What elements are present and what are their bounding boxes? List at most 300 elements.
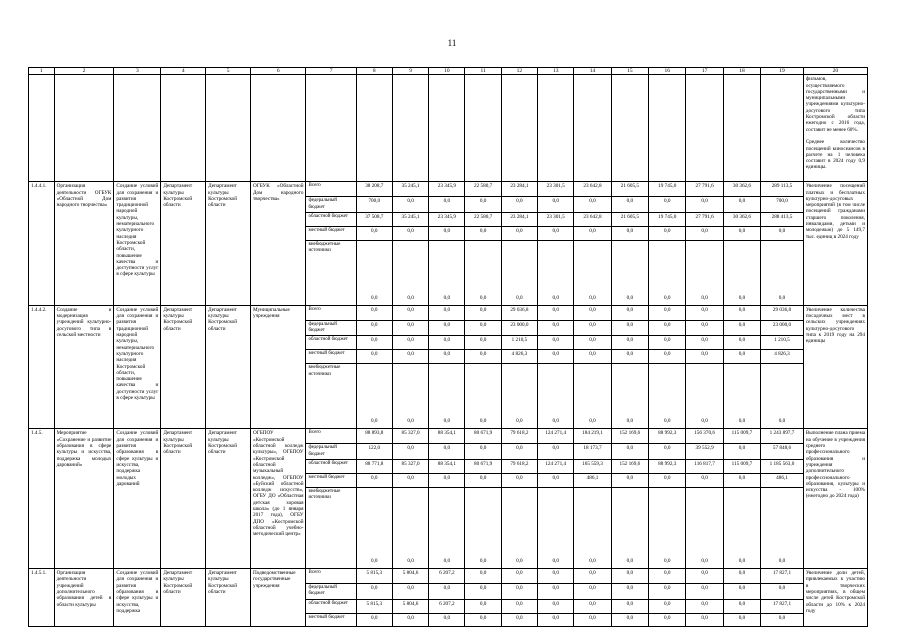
cell-source-label: местный бюджет <box>306 474 356 488</box>
cell-source-label: внебюджетные источники <box>306 364 356 429</box>
cell-id: 1.4.5.1. <box>29 569 55 627</box>
cell-name: Организация деятельности ОГБУК «Областной Дом народного творчества» <box>54 182 114 306</box>
cell-executor: Департамент культуры Костромской области <box>206 569 251 627</box>
cell-value: 0,0 <box>611 305 648 320</box>
cell-result: Выполнение плана приема на обучение в учреждения среднего профессионального образования и учреждения дополнительного профессионального образования, культуры и искусства - 100% (ежегодно до 2024 года) <box>803 429 867 569</box>
cell-value: 39 552,9 <box>686 444 723 460</box>
cell-value: 0,0 <box>761 488 804 569</box>
cell-value: 88 992,3 <box>649 429 686 444</box>
cell-value: 0,0 <box>686 584 723 600</box>
cell-value: 0,0 <box>538 336 574 350</box>
cell-value: 0,0 <box>465 488 501 569</box>
cell-value: 0,0 <box>649 474 686 488</box>
cell-value: 0,0 <box>356 584 392 600</box>
cell-value: 0,0 <box>538 350 574 364</box>
cell-value: 115 009,7 <box>723 460 760 474</box>
cell-value: 0,0 <box>538 240 574 305</box>
cell-value: 0,0 <box>761 240 804 305</box>
cell-value: 1 243 897,7 <box>761 429 804 444</box>
cell-value: 0,0 <box>356 305 392 320</box>
cell-source-label: областной бюджет <box>306 599 356 613</box>
cell-value: 0,0 <box>723 569 760 584</box>
column-header: 9 <box>392 68 428 75</box>
cell-id: 1.4.4.2. <box>29 305 55 429</box>
cell-value: 6 207,2 <box>429 599 465 613</box>
cell-value: 0,0 <box>538 613 574 626</box>
cell-value: 23 642,8 <box>574 212 611 226</box>
continuation-row <box>29 75 868 182</box>
cell-value: 0,0 <box>611 240 648 305</box>
cell-value: 0,0 <box>611 569 648 584</box>
column-header: 17 <box>686 68 723 75</box>
column-header: 19 <box>761 68 804 75</box>
cell-source-label: областной бюджет <box>306 212 356 226</box>
cell-value: 0,0 <box>611 584 648 600</box>
cell-value: 0,0 <box>723 584 760 600</box>
cell-value: 0,0 <box>649 488 686 569</box>
continuation-text: фильмов, осуществляемого государственными и муниципальными учреждениями культурно-досугового типа Костромской области ежегодно с 2016 года, составит не менее 60%. Среднее количество посещений киносеансов в расчете на 1 человека составит в 2024 году 0,9 единицы. <box>803 75 867 182</box>
cell-value: 0,0 <box>574 240 611 305</box>
cell-value: 700,0 <box>356 197 392 213</box>
cell-value: 22 580,7 <box>465 182 501 197</box>
cell-value: 27 791,6 <box>686 212 723 226</box>
cell-value: 165 559,3 <box>574 460 611 474</box>
column-header: 13 <box>538 68 574 75</box>
cell-value: 0,0 <box>538 197 574 213</box>
cell-value: 0,0 <box>686 599 723 613</box>
cell-value: 0,0 <box>465 336 501 350</box>
table-row <box>29 182 868 197</box>
cell-value: 0,0 <box>465 226 501 240</box>
cell-value: 0,0 <box>723 197 760 213</box>
column-header: 8 <box>356 68 392 75</box>
cell-value: 0,0 <box>723 305 760 320</box>
cell-value: 0,0 <box>649 599 686 613</box>
cell-value: 0,0 <box>429 197 465 213</box>
cell-value: 0,0 <box>501 444 537 460</box>
cell-value: 0,0 <box>761 226 804 240</box>
cell-source-label: федеральный бюджет <box>306 444 356 460</box>
cell-value: 0,0 <box>686 364 723 429</box>
cell-value: 0,0 <box>574 599 611 613</box>
cell-value: 0,0 <box>429 350 465 364</box>
cell-value: 0,0 <box>611 364 648 429</box>
cell-value: 122,0 <box>356 444 392 460</box>
cell-participant: ОГБПОУ «Костромской областной колледж культуры», ОГБПОУ «Костромской областной музыкальный колледж», ОГБПОУ «Буйский областной колледж искусств», ОГБУ ДО «Областная детская хоровая школа» (до 1 января 2017 года), ОГБУ ДПО «Костромской областной учебно-методический центр» <box>250 429 306 569</box>
cell-value: 0,0 <box>649 444 686 460</box>
cell-value: 0,0 <box>649 240 686 305</box>
cell-value: 0,0 <box>574 584 611 600</box>
cell-source-label: внебюджетные источники <box>306 488 356 569</box>
cell-value: 0,0 <box>686 305 723 320</box>
cell-value: 0,0 <box>686 336 723 350</box>
column-header: 3 <box>114 68 161 75</box>
cell-value: 0,0 <box>429 240 465 305</box>
cell-value: 0,0 <box>392 488 428 569</box>
cell-value: 0,0 <box>723 336 760 350</box>
cell-value: 21 605,5 <box>611 212 648 226</box>
cell-customer: Департамент культуры Костромской области <box>161 182 206 306</box>
cell-value: 0,0 <box>465 305 501 320</box>
cell-source-label: федеральный бюджет <box>306 584 356 600</box>
cell-value: 5 804,6 <box>392 569 428 584</box>
cell-value: 0,0 <box>538 364 574 429</box>
cell-participant: ОГБУК «Областной Дом народного творчества» <box>250 182 306 306</box>
cell-value: 0,0 <box>574 364 611 429</box>
cell-value: 0,0 <box>429 364 465 429</box>
cell-value: 700,0 <box>761 197 804 213</box>
cell-value: 5 815,3 <box>356 569 392 584</box>
cell-value: 0,0 <box>392 364 428 429</box>
header-row <box>29 68 868 75</box>
page-number: 11 <box>447 38 457 48</box>
cell-value: 0,0 <box>429 320 465 336</box>
cell-value: 0,0 <box>611 488 648 569</box>
cell-value: 0,0 <box>723 613 760 626</box>
cell-value: 1 185 563,0 <box>761 460 804 474</box>
cell-value: 0,0 <box>538 320 574 336</box>
cell-source-label: Всего <box>306 305 356 320</box>
cell-value: 0,0 <box>465 240 501 305</box>
column-header: 4 <box>161 68 206 75</box>
cell-value: 57 848,6 <box>761 444 804 460</box>
program-table <box>28 67 868 627</box>
cell-value: 0,0 <box>501 613 537 626</box>
cell-value: 0,0 <box>356 613 392 626</box>
cell-value: 23 284,1 <box>501 182 537 197</box>
cell-value: 486,1 <box>574 474 611 488</box>
cell-value: 0,0 <box>392 350 428 364</box>
cell-value: 0,0 <box>465 474 501 488</box>
table-row <box>29 569 868 584</box>
cell-value: 0,0 <box>356 226 392 240</box>
cell-value: 30 362,6 <box>723 212 760 226</box>
cell-customer: Департамент культуры Костромской области <box>161 569 206 627</box>
cell-value: 22 580,7 <box>465 212 501 226</box>
cell-value: 38 208,7 <box>356 182 392 197</box>
cell-value: 0,0 <box>356 488 392 569</box>
cell-value: 116 817,7 <box>686 460 723 474</box>
cell-value: 18 173,7 <box>574 444 611 460</box>
cell-value: 0,0 <box>356 364 392 429</box>
cell-value: 0,0 <box>538 444 574 460</box>
cell-value: 0,0 <box>723 444 760 460</box>
cell-value: 0,0 <box>356 336 392 350</box>
cell-source-label: Всего <box>306 429 356 444</box>
cell-value: 0,0 <box>686 474 723 488</box>
cell-value: 0,0 <box>501 364 537 429</box>
cell-value: 4 826,3 <box>501 350 537 364</box>
cell-executor: Департамент культуры Костромской области <box>206 429 251 569</box>
cell-value: 0,0 <box>649 336 686 350</box>
cell-value: 1 210,5 <box>761 336 804 350</box>
cell-value: 184 219,1 <box>574 429 611 444</box>
cell-value: 0,0 <box>649 350 686 364</box>
cell-value: 80 671,9 <box>465 460 501 474</box>
cell-value: 1 210,5 <box>501 336 537 350</box>
cell-value: 0,0 <box>392 320 428 336</box>
cell-value: 79 618,2 <box>501 429 537 444</box>
cell-value: 0,0 <box>723 320 760 336</box>
cell-value: 0,0 <box>538 599 574 613</box>
cell-value: 0,0 <box>723 364 760 429</box>
cell-value: 80 671,9 <box>465 429 501 444</box>
cell-id: 1.4.5. <box>29 429 55 569</box>
table-row <box>29 429 868 444</box>
cell-goal: Создание условий для сохранения и развития образования в сфере культуры и искусства, поддержка <box>114 569 161 627</box>
cell-value: 0,0 <box>723 474 760 488</box>
cell-value: 19 745,0 <box>649 212 686 226</box>
cell-value: 23 345,9 <box>429 212 465 226</box>
cell-value: 152 169,6 <box>611 460 648 474</box>
cell-value: 37 508,7 <box>356 212 392 226</box>
cell-value: 0,0 <box>611 599 648 613</box>
cell-value: 0,0 <box>465 584 501 600</box>
cell-value: 0,0 <box>429 488 465 569</box>
cell-source-label: местный бюджет <box>306 226 356 240</box>
cell-value: 0,0 <box>429 444 465 460</box>
cell-source-label: федеральный бюджет <box>306 197 356 213</box>
cell-value: 0,0 <box>392 226 428 240</box>
cell-value: 0,0 <box>465 444 501 460</box>
cell-goal: Создание условий для сохранения и развития традиционной народной культуры, нематериального культурного наследия Костромской области, повышение качества и доступности услуг в сфере культуры <box>114 182 161 306</box>
cell-value: 288 413,5 <box>761 212 804 226</box>
cell-value: 21 605,5 <box>611 182 648 197</box>
cell-value: 27 791,6 <box>686 182 723 197</box>
cell-value: 0,0 <box>686 226 723 240</box>
cell-value: 0,0 <box>356 320 392 336</box>
cell-value: 0,0 <box>686 240 723 305</box>
cell-value: 0,0 <box>574 305 611 320</box>
cell-value: 0,0 <box>429 226 465 240</box>
cell-value: 0,0 <box>611 320 648 336</box>
cell-value: 0,0 <box>501 226 537 240</box>
cell-value: 0,0 <box>465 320 501 336</box>
cell-value: 0,0 <box>392 444 428 460</box>
cell-value: 0,0 <box>392 336 428 350</box>
cell-value: 0,0 <box>686 569 723 584</box>
cell-source-label: Всего <box>306 182 356 197</box>
cell-value: 0,0 <box>574 488 611 569</box>
cell-value: 0,0 <box>574 320 611 336</box>
cell-value: 0,0 <box>392 474 428 488</box>
cell-value: 0,0 <box>686 350 723 364</box>
cell-value: 0,0 <box>465 613 501 626</box>
column-header: 12 <box>501 68 537 75</box>
cell-value: 0,0 <box>429 613 465 626</box>
cell-value: 0,0 <box>501 569 537 584</box>
cell-value: 0,0 <box>686 320 723 336</box>
cell-value: 0,0 <box>465 364 501 429</box>
cell-value: 29 036,8 <box>761 305 804 320</box>
cell-value: 0,0 <box>649 584 686 600</box>
cell-value: 35 245,1 <box>392 212 428 226</box>
cell-value: 0,0 <box>611 336 648 350</box>
cell-value: 0,0 <box>501 488 537 569</box>
cell-value: 30 362,6 <box>723 182 760 197</box>
cell-value: 0,0 <box>611 350 648 364</box>
cell-id: 1.4.4.1. <box>29 182 55 306</box>
cell-value: 0,0 <box>538 488 574 569</box>
cell-value: 6 207,2 <box>429 569 465 584</box>
cell-executor: Департамент культуры Костромской области <box>206 305 251 429</box>
cell-value: 0,0 <box>686 488 723 569</box>
cell-value: 115 009,7 <box>723 429 760 444</box>
cell-value: 0,0 <box>649 320 686 336</box>
cell-source-label: областной бюджет <box>306 460 356 474</box>
cell-value: 0,0 <box>574 226 611 240</box>
cell-value: 35 245,1 <box>392 182 428 197</box>
column-header: 14 <box>574 68 611 75</box>
cell-value: 88 354,1 <box>429 429 465 444</box>
column-header: 10 <box>429 68 465 75</box>
cell-value: 0,0 <box>574 569 611 584</box>
cell-value: 0,0 <box>501 474 537 488</box>
cell-value: 17 827,1 <box>761 599 804 613</box>
cell-value: 0,0 <box>429 584 465 600</box>
cell-value: 0,0 <box>611 444 648 460</box>
column-header: 2 <box>54 68 114 75</box>
cell-value: 88 354,1 <box>429 460 465 474</box>
cell-value: 0,0 <box>686 197 723 213</box>
cell-source-label: внебюджетные источники <box>306 240 356 305</box>
cell-value: 23 301,5 <box>538 212 574 226</box>
cell-value: 0,0 <box>538 569 574 584</box>
cell-value: 0,0 <box>538 584 574 600</box>
cell-value: 85 327,0 <box>392 429 428 444</box>
cell-value: 0,0 <box>392 613 428 626</box>
cell-participant: Подведомственные государственные учреждения <box>250 569 306 627</box>
cell-value: 88 992,3 <box>649 460 686 474</box>
cell-goal: Создание условий для сохранения и развития традиционной народной культуры, нематериального культурного наследия Костромской области, повышение качества и доступности услуг в сфере культуры <box>114 305 161 429</box>
column-header: 11 <box>465 68 501 75</box>
cell-source-label: федеральный бюджет <box>306 320 356 336</box>
cell-value: 19 745,0 <box>649 182 686 197</box>
cell-value: 156 370,6 <box>686 429 723 444</box>
cell-value: 0,0 <box>574 350 611 364</box>
cell-value: 0,0 <box>356 240 392 305</box>
cell-value: 0,0 <box>649 197 686 213</box>
cell-value: 0,0 <box>574 336 611 350</box>
cell-value: 0,0 <box>611 226 648 240</box>
cell-value: 152 169,6 <box>611 429 648 444</box>
cell-value: 0,0 <box>723 240 760 305</box>
cell-value: 0,0 <box>574 197 611 213</box>
cell-value: 23 301,5 <box>538 182 574 197</box>
cell-value: 29 036,8 <box>501 305 537 320</box>
cell-value: 0,0 <box>761 613 804 626</box>
cell-result: Увеличение доли детей, привлекаемых к участию в творческих мероприятиях, в общем числе детей Костромской области до 10% к 2024 году <box>803 569 867 627</box>
cell-value: 85 327,0 <box>392 460 428 474</box>
cell-value: 0,0 <box>429 474 465 488</box>
cell-source-label: местный бюджет <box>306 350 356 364</box>
cell-value: 124 271,4 <box>538 460 574 474</box>
cell-value: 23 000,0 <box>501 320 537 336</box>
cell-value: 0,0 <box>429 305 465 320</box>
cell-value: 0,0 <box>649 613 686 626</box>
cell-value: 79 618,2 <box>501 460 537 474</box>
column-header: 6 <box>250 68 306 75</box>
table-row <box>29 305 868 320</box>
cell-value: 0,0 <box>356 474 392 488</box>
cell-customer: Департамент культуры Костромской области <box>161 305 206 429</box>
cell-value: 0,0 <box>538 305 574 320</box>
cell-value: 486,1 <box>761 474 804 488</box>
cell-source-label: местный бюджет <box>306 613 356 626</box>
cell-value: 0,0 <box>574 613 611 626</box>
cell-value: 0,0 <box>538 226 574 240</box>
cell-value: 0,0 <box>465 350 501 364</box>
cell-value: 0,0 <box>649 364 686 429</box>
cell-value: 0,0 <box>356 350 392 364</box>
cell-value: 0,0 <box>392 584 428 600</box>
column-header: 1 <box>29 68 55 75</box>
cell-value: 0,0 <box>501 599 537 613</box>
cell-value: 23 284,1 <box>501 212 537 226</box>
column-header: 18 <box>723 68 760 75</box>
cell-value: 0,0 <box>723 599 760 613</box>
cell-value: 0,0 <box>723 350 760 364</box>
column-header: 20 <box>803 68 867 75</box>
cell-value: 0,0 <box>429 336 465 350</box>
cell-value: 0,0 <box>723 226 760 240</box>
column-header: 16 <box>649 68 686 75</box>
cell-name: Создание и модернизация учреждений культурно-досугового типа в сельской местности <box>54 305 114 429</box>
cell-value: 0,0 <box>611 197 648 213</box>
cell-value: 0,0 <box>392 305 428 320</box>
cell-value: 23 642,8 <box>574 182 611 197</box>
cell-value: 88 893,8 <box>356 429 392 444</box>
cell-source-label: областной бюджет <box>306 336 356 350</box>
cell-value: 0,0 <box>465 197 501 213</box>
cell-name: Организация деятельности учреждений дополнительного образования детей в области культуры <box>54 569 114 627</box>
cell-value: 0,0 <box>538 474 574 488</box>
cell-result: Увеличение количества посадочных мест в сельских учреждениях культурно-досугового типа к 2019 году на 294 единицы <box>803 305 867 429</box>
cell-value: 5 815,3 <box>356 599 392 613</box>
cell-value: 0,0 <box>611 474 648 488</box>
cell-value: 0,0 <box>501 197 537 213</box>
cell-value: 0,0 <box>501 584 537 600</box>
cell-value: 0,0 <box>649 226 686 240</box>
cell-value: 23 345,9 <box>429 182 465 197</box>
cell-value: 0,0 <box>465 599 501 613</box>
column-header: 15 <box>611 68 648 75</box>
cell-customer: Департамент культуры Костромской области <box>161 429 206 569</box>
cell-value: 0,0 <box>465 569 501 584</box>
cell-name: Мероприятие «Сохранение и развитие образования в сфере культуры и искусства, поддержка молодых дарований» <box>54 429 114 569</box>
cell-executor: Департамент культуры Костромской области <box>206 182 251 306</box>
cell-value: 0,0 <box>761 364 804 429</box>
cell-value: 124 271,4 <box>538 429 574 444</box>
cell-value: 0,0 <box>649 569 686 584</box>
cell-value: 0,0 <box>611 613 648 626</box>
cell-value: 0,0 <box>761 584 804 600</box>
cell-source-label: Всего <box>306 569 356 584</box>
cell-value: 289 113,5 <box>761 182 804 197</box>
cell-value: 0,0 <box>723 488 760 569</box>
cell-value: 0,0 <box>392 240 428 305</box>
cell-value: 5 804,6 <box>392 599 428 613</box>
column-header: 5 <box>206 68 251 75</box>
cell-value: 0,0 <box>501 240 537 305</box>
column-header: 7 <box>306 68 356 75</box>
cell-value: 23 000,0 <box>761 320 804 336</box>
cell-participant: Муниципальные учреждения <box>250 305 306 429</box>
cell-value: 0,0 <box>392 197 428 213</box>
cell-value: 4 826,3 <box>761 350 804 364</box>
cell-goal: Создание условий для сохранения и развития образования в сфере культуры и искусства, поддержка молодых дарований <box>114 429 161 569</box>
cell-value: 17 827,1 <box>761 569 804 584</box>
